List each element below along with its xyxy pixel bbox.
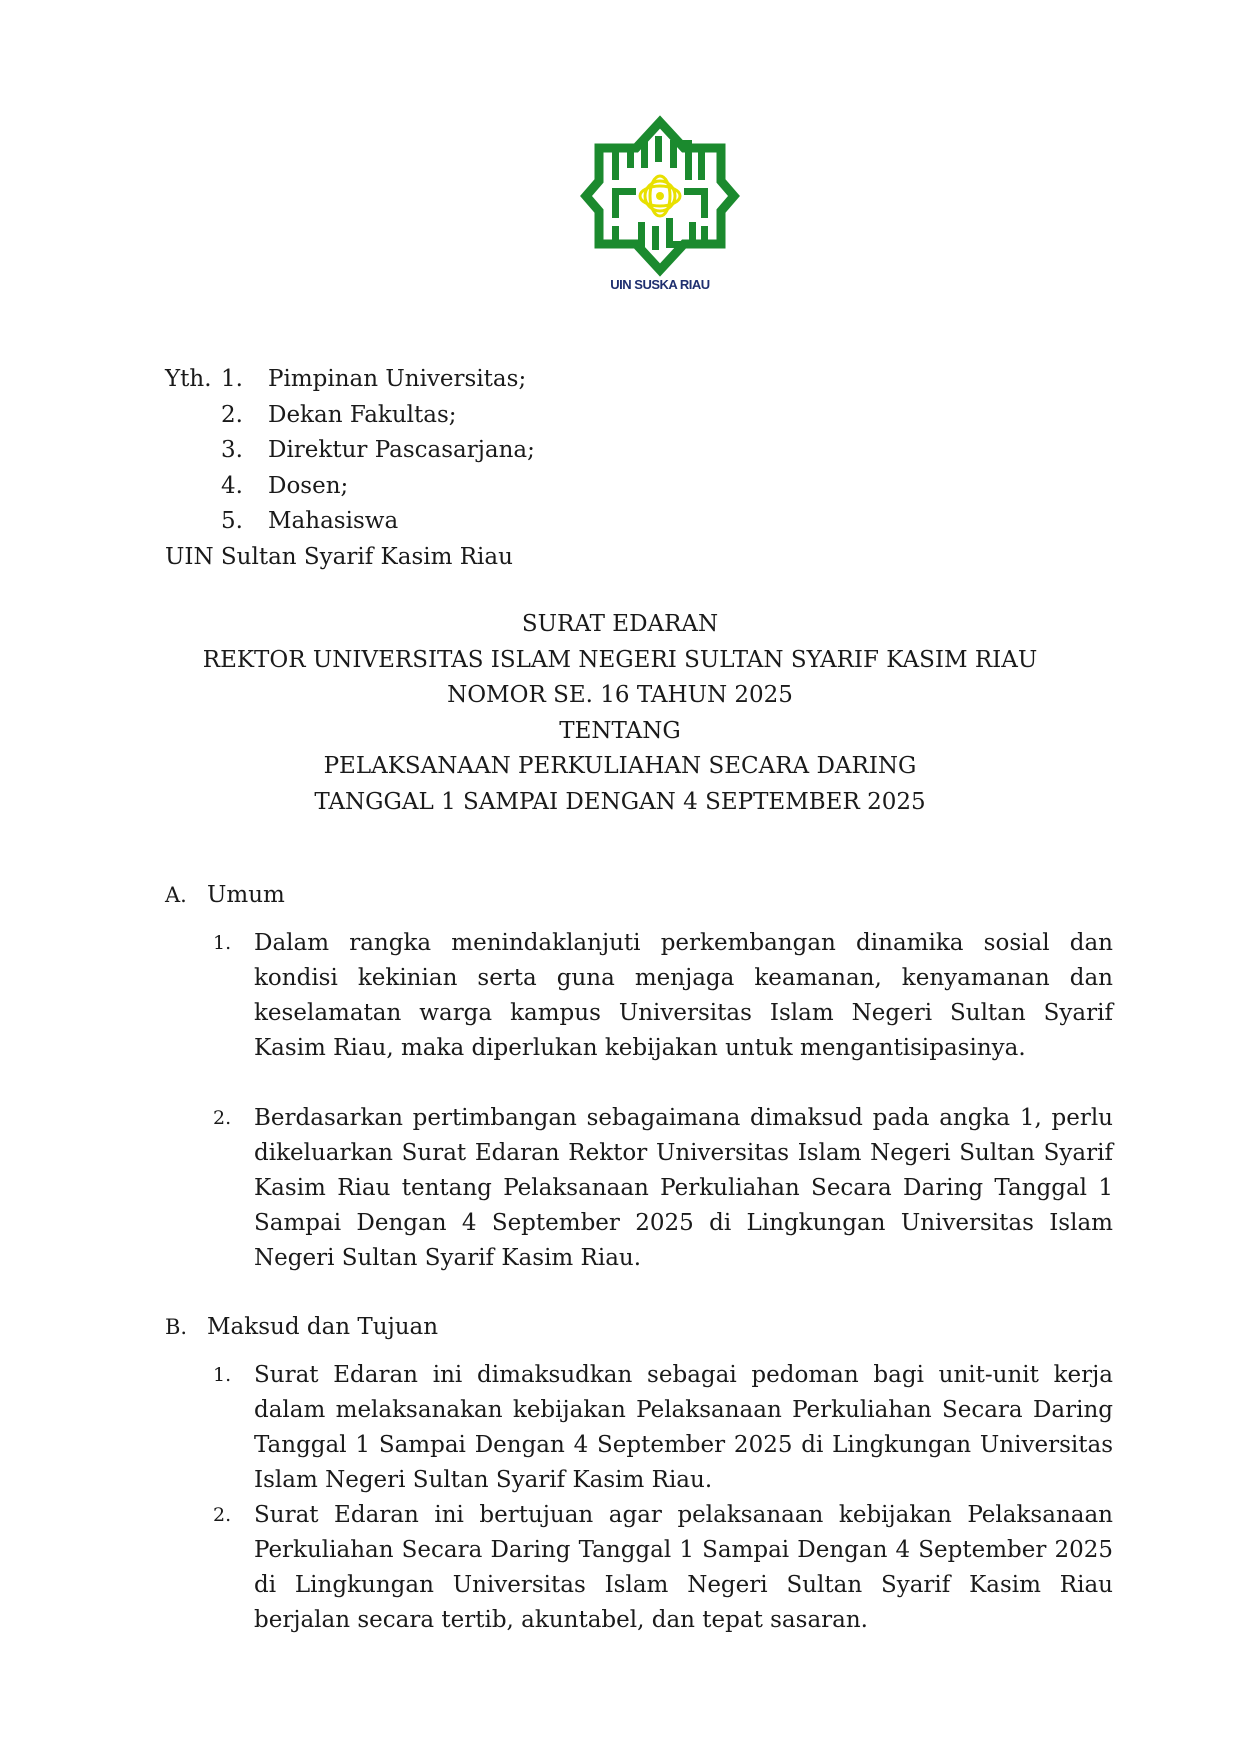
item-number: 1. — [213, 932, 232, 954]
item-number: 1. — [213, 1364, 232, 1386]
item-text: Surat Edaran ini bertujuan agar pelaksanaan kebijakan Pelaksanaan Perkuliahan Secara Daring Tanggal 1 Sampai Dengan 4 September 2025 di Lingkungan Universitas Islam Negeri Sultan Syarif Kasim Riau berjalan secara tertib, akuntabel, dan tepat sasaran. — [254, 1502, 1113, 1633]
recipient-number: 4. — [221, 472, 243, 499]
list-item — [213, 1498, 1113, 1638]
heading-line: SURAT EDARAN — [521, 611, 719, 637]
section-title-text: Maksud dan Tujuan — [207, 1314, 439, 1340]
document-heading — [120, 607, 1120, 820]
item-text: Berdasarkan pertimbangan sebagaimana dimaksud pada angka 1, perlu dikeluarkan Surat Edaran Rektor Universitas Islam Negeri Sultan Syarif Kasim Riau tentang Pelaksanaan Perkuliahan Secara Daring Tanggal 1 Sampai Dengan 4 September 2025 di Lingkungan Universitas Islam Negeri Sultan Syarif Kasim Riau. — [254, 1105, 1113, 1271]
section-letter: B. — [165, 1315, 188, 1339]
recipient-number: 1. — [221, 366, 243, 392]
university-logo — [578, 114, 742, 278]
heading-line: NOMOR SE. 16 TAHUN 2025 — [447, 682, 793, 708]
recipient-number: 5. — [221, 508, 243, 534]
heading-line: TENTANG — [559, 717, 681, 744]
heading-line: PELAKSANAAN PERKULIAHAN SECARA DARING — [323, 753, 917, 779]
list-item — [213, 1358, 1113, 1498]
list-item — [213, 1101, 1113, 1276]
item-text: Dalam rangka menindaklanjuti perkembangan dinamika sosial dan kondisi kekinian serta guna menjaga keamanan, kenyamanan dan keselamatan warga kampus Universitas Islam Negeri Sultan Syarif Kasim Riau, maka diperlukan kebijakan untuk mengantisipasinya. — [254, 930, 1113, 1061]
recipient-text: Dekan Fakultas; — [268, 401, 457, 428]
item-number: 2. — [213, 1107, 232, 1129]
section-title — [165, 882, 285, 908]
recipient-number: 2. — [221, 401, 243, 428]
list-item — [213, 926, 1113, 1066]
item-number: 2. — [213, 1504, 232, 1526]
item-text: Surat Edaran ini dimaksudkan sebagai pedoman bagi unit-unit kerja dalam melaksanakan kebijakan Pelaksanaan Perkuliahan Secara Daring Tanggal 1 Sampai Dengan 4 September 2025 di Lingkungan Universitas Islam Negeri Sultan Syarif Kasim Riau. — [254, 1362, 1113, 1493]
logo-caption: UIN SUSKA RIAU — [610, 277, 710, 292]
recipient-text: Dosen; — [268, 472, 349, 499]
section-title — [165, 1314, 438, 1340]
recipient-text: Pimpinan Universitas; — [268, 366, 527, 392]
recipient-text: Direktur Pascasarjana; — [268, 437, 535, 463]
heading-line: REKTOR UNIVERSITAS ISLAM NEGERI SULTAN SYARIF KASIM RIAU — [202, 646, 1038, 673]
recipient-text: Mahasiswa — [268, 508, 399, 534]
section-letter: A. — [165, 883, 187, 907]
heading-line: TANGGAL 1 SAMPAI DENGAN 4 SEPTEMBER 2025 — [314, 788, 926, 815]
recipient-lead: Yth. — [165, 366, 212, 392]
section-title-text: Umum — [207, 882, 285, 908]
recipient-org: UIN Sultan Syarif Kasim Riau — [165, 543, 513, 570]
recipient-number: 3. — [221, 437, 243, 463]
